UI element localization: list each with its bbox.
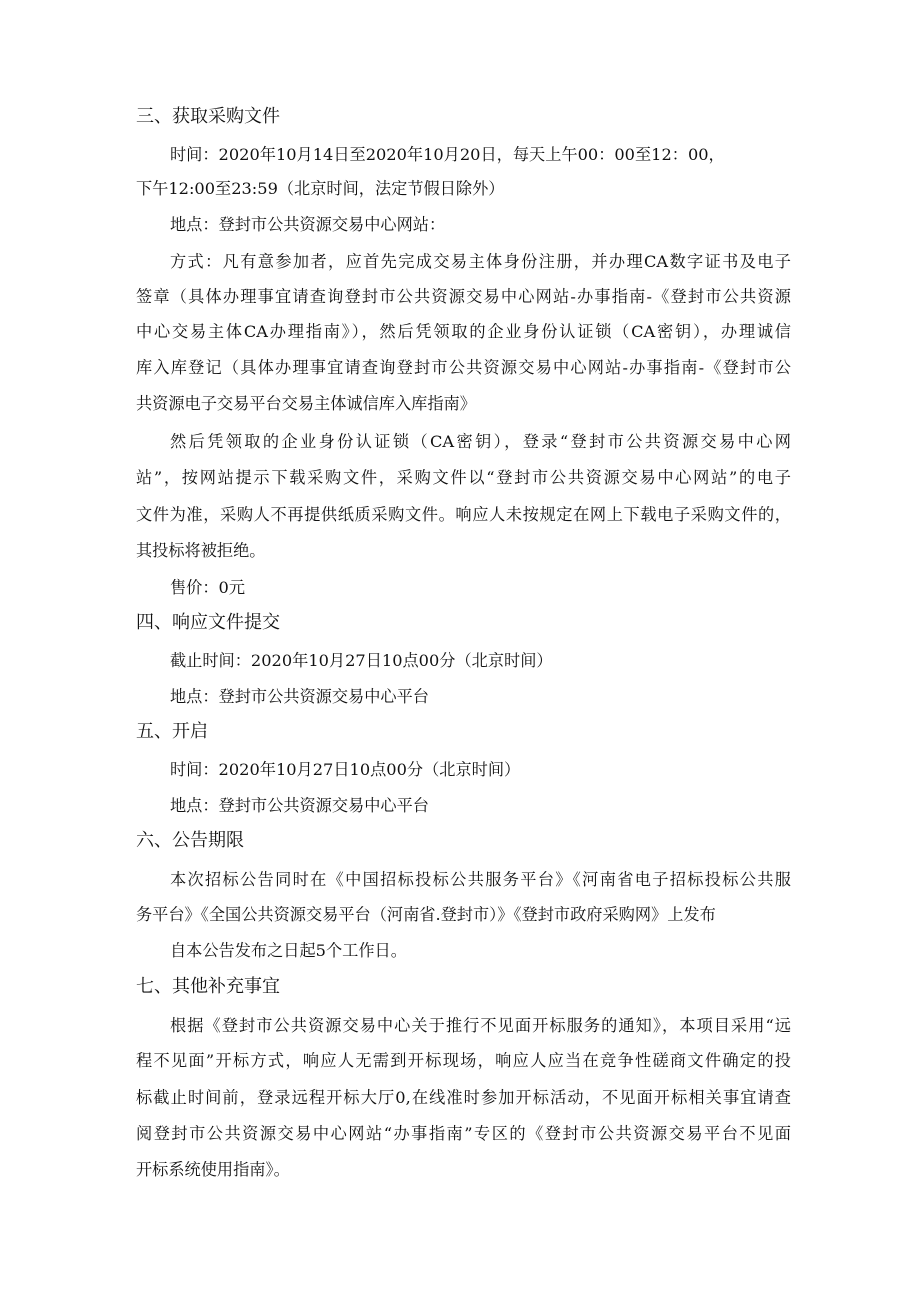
paragraph-line: 中心交易主体CA办理指南》），然后凭领取的企业身份认证锁（CA密钥），办理诚信 <box>136 322 791 341</box>
paragraph-line: 开标系统使用指南》。 <box>136 1160 290 1179</box>
paragraph-line: 文件为准，采购人不再提供纸质采购文件。响应人未按规定在网上下载电子采购文件的， <box>136 505 791 524</box>
paragraph-line: 时间：2020年10月27日10点00分（北京时间） <box>170 760 521 779</box>
paragraph-line: 地点：登封市公共资源交易中心平台 <box>170 796 429 815</box>
paragraph-line: 站”，按网站提示下载采购文件，采购文件以“登封市公共资源交易中心网站”的电子 <box>136 468 791 487</box>
paragraph-line: 务平台》《全国公共资源交易平台（河南省.登封市）》《登封市政府采购网》上发布 <box>136 905 716 924</box>
paragraph-line: 库入库登记（具体办理事宜请查询登封市公共资源交易中心网站-办事指南-《登封市公 <box>136 358 791 377</box>
paragraph-line: 售价：0元 <box>170 578 246 597</box>
paragraph-line: 根据《登封市公共资源交易中心关于推行不见面开标服务的通知》，本项目采用“远 <box>170 1016 791 1035</box>
section-heading: 七、其他补充事宜 <box>136 976 280 997</box>
section-heading: 五、开启 <box>136 721 208 742</box>
paragraph-line: 阅登封市公共资源交易中心网站“办事指南”专区的《登封市公共资源交易平台不见面 <box>136 1124 791 1143</box>
paragraph-line: 下午12:00至23:59（北京时间，法定节假日除外） <box>136 179 505 198</box>
paragraph-line: 自本公告发布之日起5个工作日。 <box>170 941 407 960</box>
paragraph-line: 标截止时间前，登录远程开标大厅0,在线准时参加开标活动，不见面开标相关事宜请查 <box>136 1088 791 1107</box>
paragraph-line: 本次招标公告同时在《中国招标投标公共服务平台》《河南省电子招标投标公共服 <box>170 870 791 889</box>
section-heading: 六、公告期限 <box>136 830 244 851</box>
paragraph-line: 方式：凡有意参加者，应首先完成交易主体身份注册，并办理CA数字证书及电子 <box>170 252 791 271</box>
section-heading: 三、获取采购文件 <box>136 106 280 127</box>
paragraph-line: 共资源电子交易平台交易主体诚信库入库指南》 <box>136 394 476 413</box>
paragraph-line: 截止时间：2020年10月27日10点00分（北京时间） <box>170 651 553 670</box>
paragraph-line: 地点：登封市公共资源交易中心平台 <box>170 687 429 706</box>
section-heading: 四、响应文件提交 <box>136 612 280 633</box>
paragraph-line: 其投标将被拒绝。 <box>136 541 266 560</box>
paragraph-line: 程不见面”开标方式，响应人无需到开标现场，响应人应当在竞争性磋商文件确定的投 <box>136 1051 791 1070</box>
paragraph-line: 签章（具体办理事宜请查询登封市公共资源交易中心网站-办事指南-《登封市公共资源 <box>136 287 791 306</box>
paragraph-line: 时间：2020年10月14日至2020年10月20日，每天上午00：00至12：00， <box>170 145 725 164</box>
paragraph-line: 地点：登封市公共资源交易中心网站： <box>170 215 446 234</box>
paragraph-line: 然后凭领取的企业身份认证锁（CA密钥），登录“登封市公共资源交易中心网 <box>170 432 791 451</box>
